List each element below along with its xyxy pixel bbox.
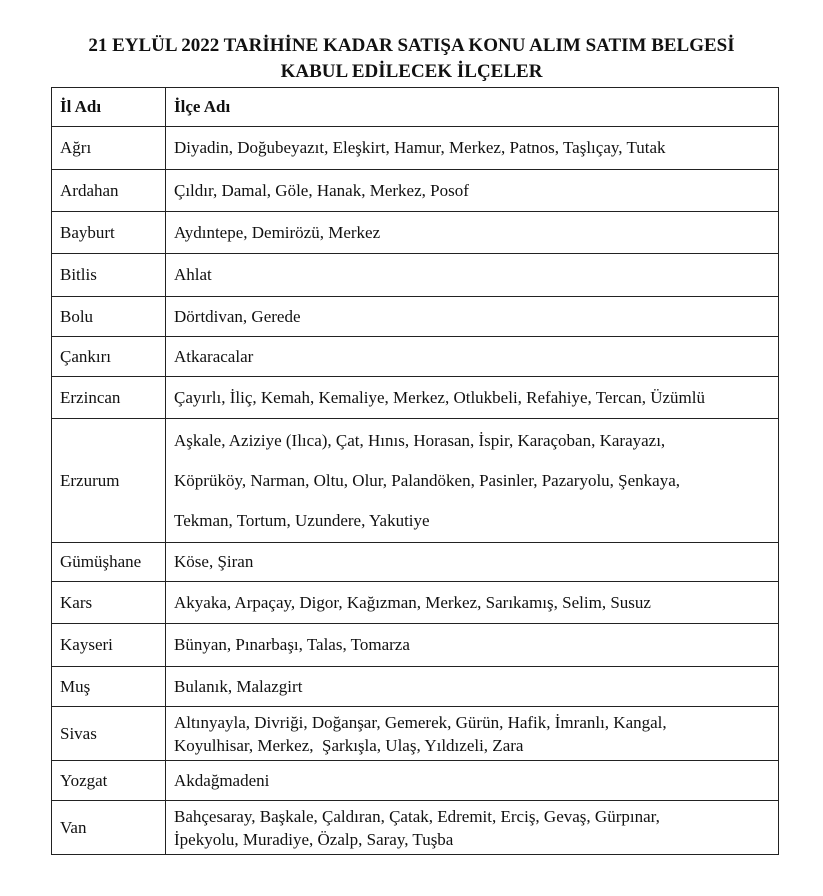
table-row xyxy=(52,419,779,543)
table-row xyxy=(52,667,779,707)
table-row xyxy=(52,377,779,419)
province-name: Erzincan xyxy=(52,377,166,419)
province-name: Kars xyxy=(52,582,166,624)
district-line: İpekyolu, Muradiye, Özalp, Saray, Tuşba xyxy=(174,829,454,849)
district-list xyxy=(166,624,779,667)
district-list xyxy=(166,377,779,419)
district-line: Köse, Şiran xyxy=(174,552,254,571)
table-row xyxy=(52,624,779,667)
district-list xyxy=(166,297,779,337)
province-name: Bolu xyxy=(52,297,166,337)
header-il: İl Adı xyxy=(52,88,166,127)
province-name: Erzurum xyxy=(52,419,166,543)
district-line: Altınyayla, Divriği, Doğanşar, Gemerek, Gürün, Hafik, İmranlı, Kangal, xyxy=(174,712,667,732)
table-row xyxy=(52,297,779,337)
district-line: Dörtdivan, Gerede xyxy=(174,306,301,326)
table-row xyxy=(52,543,779,582)
district-list xyxy=(166,170,779,212)
table-header-row xyxy=(52,88,779,127)
district-list xyxy=(166,543,779,582)
district-list xyxy=(166,801,779,855)
district-line: Diyadin, Doğubeyazıt, Eleşkirt, Hamur, Merkez, Patnos, Taşlıçay, Tutak xyxy=(174,138,666,157)
district-list xyxy=(166,707,779,761)
province-name: Van xyxy=(52,801,166,855)
district-line: Bulanık, Malazgirt xyxy=(174,676,303,696)
province-name: Muş xyxy=(52,667,166,707)
district-table xyxy=(51,87,779,855)
table-row xyxy=(52,212,779,254)
province-name: Bitlis xyxy=(52,254,166,297)
district-list xyxy=(166,419,779,543)
table-row xyxy=(52,761,779,801)
district-line: Atkaracalar xyxy=(174,346,254,366)
district-line: Bünyan, Pınarbaşı, Talas, Tomarza xyxy=(174,635,410,654)
province-name: Gümüşhane xyxy=(52,543,166,582)
province-name: Yozgat xyxy=(52,761,166,801)
province-name: Ardahan xyxy=(52,170,166,212)
district-line: Ahlat xyxy=(174,265,212,284)
table-row xyxy=(52,170,779,212)
district-list xyxy=(166,337,779,377)
document-title-line2: KABUL EDİLECEK İLÇELER xyxy=(280,61,543,82)
district-line: Bahçesaray, Başkale, Çaldıran, Çatak, Edremit, Erciş, Gevaş, Gürpınar, xyxy=(174,806,660,826)
district-line: Aydıntepe, Demirözü, Merkez xyxy=(174,222,381,242)
district-list xyxy=(166,212,779,254)
table-row xyxy=(52,127,779,170)
district-list xyxy=(166,761,779,801)
district-line: Aşkale, Aziziye (Ilıca), Çat, Hınıs, Horasan, İspir, Karaçoban, Karayazı, xyxy=(174,430,666,450)
district-line: Çıldır, Damal, Göle, Hanak, Merkez, Posof xyxy=(174,180,469,200)
province-name: Ağrı xyxy=(52,127,166,170)
table-row xyxy=(52,337,779,377)
table-row xyxy=(52,801,779,855)
province-name: Bayburt xyxy=(52,212,166,254)
district-line: Koyulhisar, Merkez, Şarkışla, Ulaş, Yıldızeli, Zara xyxy=(174,735,524,755)
province-name: Kayseri xyxy=(52,624,166,667)
district-line: Çayırlı, İliç, Kemah, Kemaliye, Merkez, Otlukbeli, Refahiye, Tercan, Üzümlü xyxy=(174,387,705,407)
province-name: Çankırı xyxy=(52,337,166,377)
district-list xyxy=(166,667,779,707)
table-row xyxy=(52,707,779,761)
header-ilce: İlçe Adı xyxy=(166,88,779,127)
district-line: Tekman, Tortum, Uzundere, Yakutiye xyxy=(174,510,430,530)
district-line: Köprüköy, Narman, Oltu, Olur, Palandöken, Pasinler, Pazaryolu, Şenkaya, xyxy=(174,470,681,490)
district-line: Akdağmadeni xyxy=(174,770,270,790)
district-list xyxy=(166,582,779,624)
table-row xyxy=(52,582,779,624)
province-name: Sivas xyxy=(52,707,166,761)
district-list xyxy=(166,127,779,170)
document-title-line1: 21 EYLÜL 2022 TARİHİNE KADAR SATIŞA KONU ALIM SATIM BELGESİ xyxy=(88,35,735,56)
table-row xyxy=(52,254,779,297)
district-line: Akyaka, Arpaçay, Digor, Kağızman, Merkez, Sarıkamış, Selim, Susuz xyxy=(174,592,651,612)
district-list xyxy=(166,254,779,297)
